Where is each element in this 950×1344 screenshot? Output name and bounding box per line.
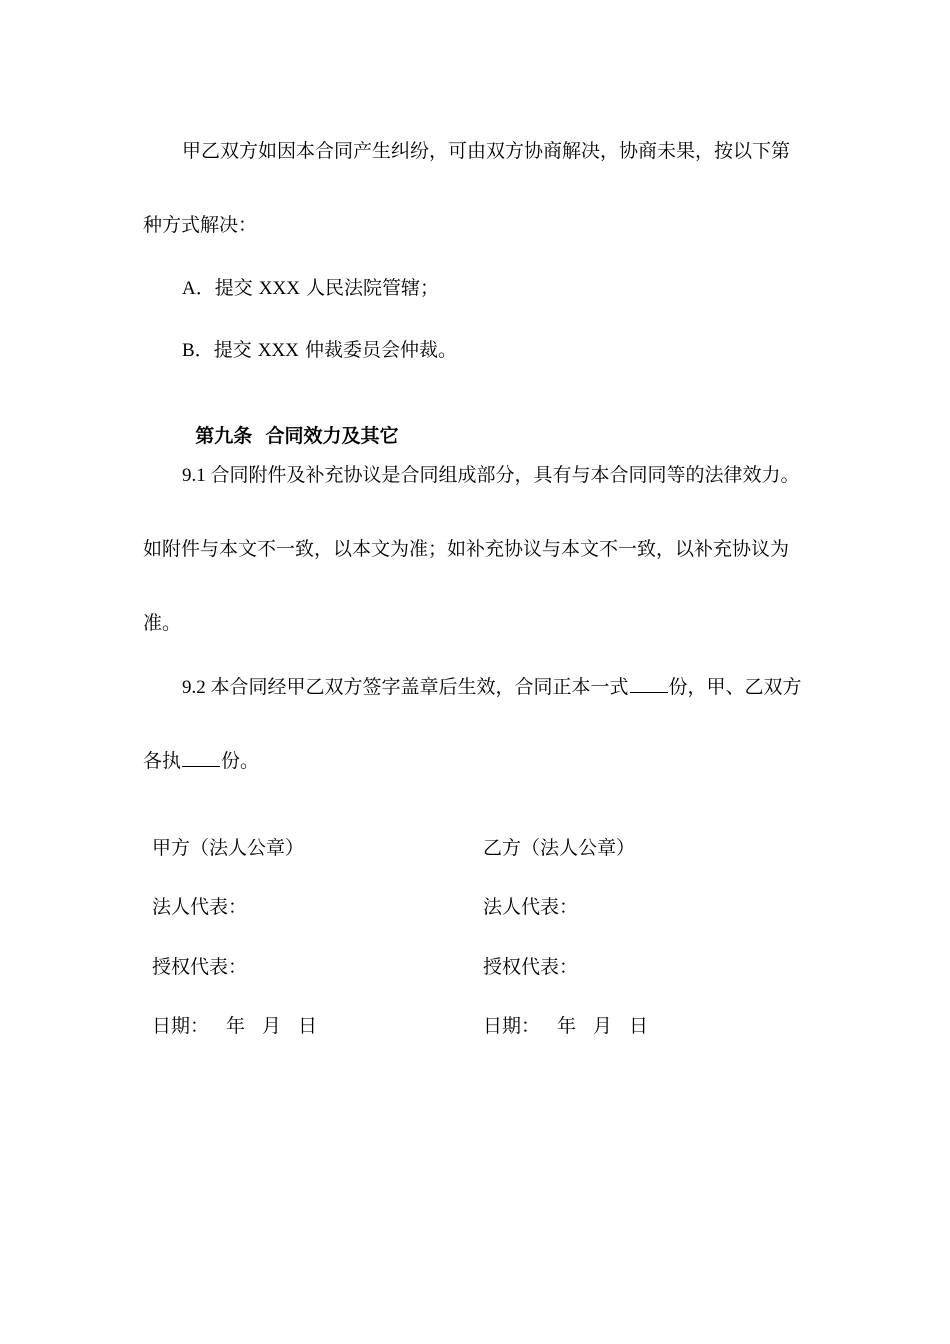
party-a-auth-rep: 授权代表： xyxy=(152,956,248,978)
clause-9-1-number: 9.1 xyxy=(182,465,211,486)
party-a-date-label: 日期： xyxy=(152,1015,210,1037)
option-a xyxy=(182,276,439,301)
party-b-seal: 乙方（法人公章） xyxy=(483,837,636,859)
option-a-pre: 提交 xyxy=(214,277,259,299)
option-a-post: 人民法院管辖； xyxy=(299,277,439,299)
party-a-date xyxy=(152,1014,317,1038)
party-a-legal-rep: 法人代表： xyxy=(152,896,248,918)
party-a-seal: 甲方（法人公章） xyxy=(152,837,305,859)
clause-9-1-text-1: 合同附件及补充协议是合同组成部分，具有与本合同同等的法律效力。 xyxy=(210,464,800,486)
party-b-auth-rep: 授权代表： xyxy=(483,956,579,978)
option-b xyxy=(182,338,457,363)
option-a-xxx: XXX xyxy=(258,278,300,299)
clause-9-1-line2 xyxy=(143,537,789,561)
option-b-post: 仲裁委员会仲裁。 xyxy=(298,339,457,361)
party-b-month: 月 xyxy=(593,1015,613,1037)
clause-9-1-text-2: 如附件与本文不一致，以本文为准；如补充协议与本文不一致，以补充协议为 xyxy=(143,538,790,560)
article-9-title: 第九条 合同效力及其它 xyxy=(195,425,399,447)
option-b-pre: 提交 xyxy=(213,339,258,361)
dispute-text-1: 甲乙双方如因本合同产生纠纷，可由双方协商解决，协商未果，按以下第 xyxy=(182,140,791,162)
clause-9-1-line3 xyxy=(143,611,181,635)
clause-9-1-line1 xyxy=(182,463,800,488)
party-a-year: 年 xyxy=(226,1015,246,1037)
party-a-month: 月 xyxy=(262,1015,282,1037)
clause-9-1-text-3: 准。 xyxy=(143,612,182,634)
dispute-text-2: 种方式解决： xyxy=(143,214,258,236)
clause-9-2-text-1a: 本合同经甲乙双方签字盖章后生效，合同正本一式 xyxy=(210,676,629,698)
clause-9-2-text-2a: 各执 xyxy=(143,750,182,772)
paragraph-dispute-line1 xyxy=(182,139,790,163)
party-b-year: 年 xyxy=(557,1015,577,1037)
option-b-letter: B． xyxy=(182,340,214,361)
article-9-heading xyxy=(182,400,398,448)
clause-9-2-text-1b: 份，甲、乙双方 xyxy=(668,676,802,698)
option-b-xxx: XXX xyxy=(257,340,299,361)
option-a-letter: A． xyxy=(182,278,215,299)
party-b-day: 日 xyxy=(629,1015,649,1037)
paragraph-dispute-line2 xyxy=(143,213,257,237)
party-b-date-label: 日期： xyxy=(483,1015,541,1037)
clause-9-2-line1 xyxy=(182,674,802,700)
party-b-legal-rep: 法人代表： xyxy=(483,896,579,918)
party-b-date xyxy=(483,1014,648,1038)
copies-each-blank[interactable] xyxy=(182,748,220,767)
party-a-day: 日 xyxy=(298,1015,318,1037)
copies-total-blank[interactable] xyxy=(630,674,668,693)
clause-9-2-number: 9.2 xyxy=(182,677,211,698)
clause-9-2-text-2b: 份。 xyxy=(221,750,260,772)
clause-9-2-line2 xyxy=(143,748,259,773)
